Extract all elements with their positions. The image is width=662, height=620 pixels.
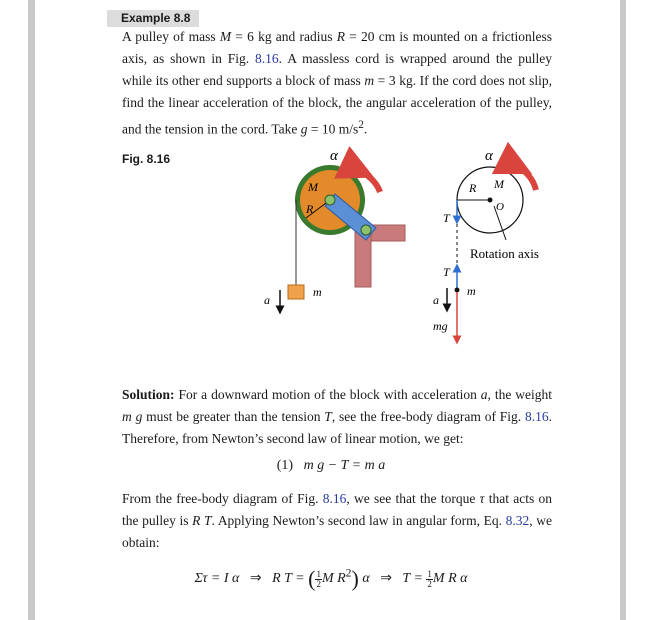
fraction-half: $\frac{1}{2}$ [316,568,321,589]
pulley-setup [264,148,405,310]
radius-R-label-left: R [306,202,314,216]
equation-reference-link[interactable]: 8.32 [505,513,530,528]
solution-paragraph: Solution: For a downward motion of the block with acceleration a, the weight m g must be greater than the tension T, see the free-body diagram of Fig. 8.16. Therefore, from Newton’s second law of linear motion, we get: [122,387,553,446]
pulley-axle [325,195,335,205]
accel-a-label-left: a [264,293,270,307]
fbd-center [488,198,493,203]
figure-label: Fig. 8.16 [122,152,171,166]
fbd-R-label: R [469,181,477,195]
figure-8-16-diagram [240,140,570,350]
fbd-alpha-label: α [485,148,493,164]
equation-1: (1) m g − T = m a [276,458,386,473]
problem-statement: A pulley of mass M = 6 kg and radius R = 20 cm is mounted on a frictionless axis, as shown in Fig. 8.16. A massless cord is wrapped around the pulley while its other end supports a block of mass m = 3 kg. If the cord does not slip, find the linear acceleration of the block, the angular acceleration of the pulley, and the tension in the cord. Take g = 10 $m/s^2$. [122,29,552,137]
page-border-left [28,0,35,620]
fbd-a-label: a [433,293,439,307]
fbd-M-label: M [494,177,504,191]
free-body-diagram [433,148,539,340]
example-heading: Example 8.8 [107,10,199,27]
block-mass [288,285,304,299]
fbd-T-label-bottom: T [443,265,450,279]
fbd-alpha-arrow [516,166,536,190]
fbd-block-point [455,288,460,293]
solution-paragraph-2: From the free-body diagram of Fig. 8.16, we see that the torque τ that acts on the pulley is R T. Applying Newton’s second law in angular form, Eq. 8.32, we obtain: [122,491,552,550]
figure-reference-link[interactable]: 8.16 [322,491,347,506]
fbd-O-label: O [496,201,504,213]
fbd-T-label-top: T [443,211,450,225]
block-m-label-left: m [313,285,322,299]
fbd-m-label: m [467,284,476,298]
figure-reference-link[interactable]: 8.16 [255,51,279,66]
mass-M-label-left: M [308,180,318,194]
fraction-half-rhs: $\frac{1}{2}$ [427,568,432,589]
arm-bolt [361,225,371,235]
figure-reference-link[interactable]: 8.16 [525,409,549,424]
equation-2: Στ = I α ⇒ R T = ( $\frac{1}{2}$ M $R^2$) α ⇒ T = $\frac{1}{2}$ M R α [194,566,468,591]
alpha-label-left: α [330,148,338,164]
fbd-mg-label: mg [433,319,448,333]
rotation-axis-label: Rotation axis [470,246,539,261]
page-border-right [620,0,626,620]
